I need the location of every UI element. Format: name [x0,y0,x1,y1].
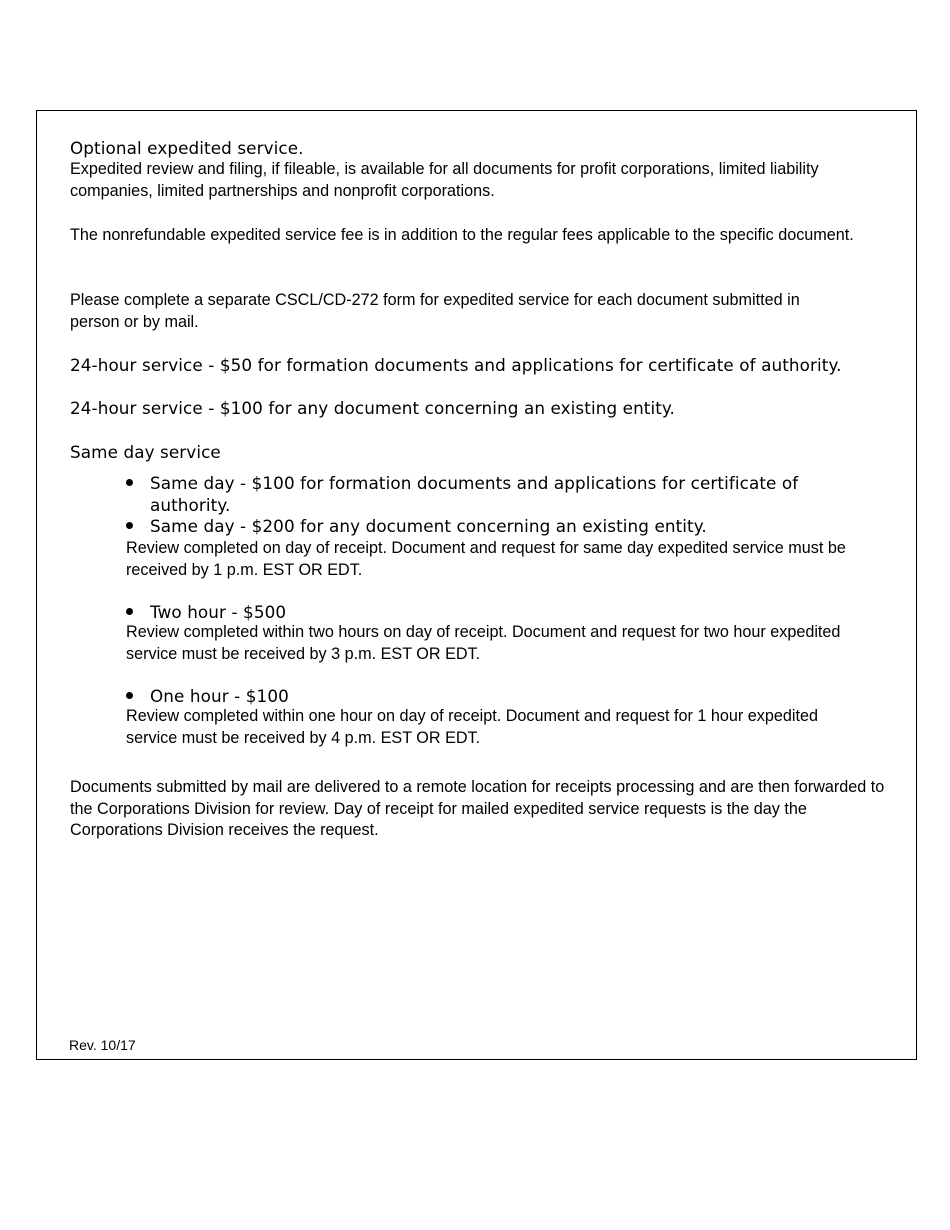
same-day-item-existing [126,515,866,537]
form-note-paragraph: Please complete a separate CSCL/CD-272 form for expedited service for each document submitted in person or by mail. [70,291,800,331]
same-day-item-text: Same day - $200 for any document concerning an existing entity. [150,516,707,536]
bullet-icon [126,692,133,699]
service-24h-formation: 24-hour service - $50 for formation documents and applications for certificate of authority. [70,355,842,375]
same-day-title: Same day service [70,442,221,462]
two-hour-note: Review completed within two hours on day of receipt. Document and request for two hour expedited service must be received by 3 p.m. EST OR EDT. [126,623,841,663]
section-heading: Optional expedited service. [70,138,304,158]
same-day-note: Review completed on day of receipt. Document and request for same day expedited service must be received by 1 p.m. EST OR EDT. [126,539,846,579]
mail-note-paragraph: Documents submitted by mail are delivered to a remote location for receipts processing and are then forwarded to the Corporations Division for review. Day of receipt for mailed expedited service requests is the day the Corporations Division receives the request. [70,778,885,839]
intro-paragraph: Expedited review and filing, if fileable, is available for all documents for profit corporations, limited liability companies, limited partnerships and nonprofit corporations. [70,160,819,200]
same-day-item-text: Same day - $100 for formation documents and applications for certificate of authority. [150,473,799,515]
two-hour-label: Two hour - $500 [150,602,287,622]
form-border [36,110,917,1060]
service-24h-existing: 24-hour service - $100 for any document concerning an existing entity. [70,398,675,418]
one-hour-note: Review completed within one hour on day of receipt. Document and request for 1 hour expedited service must be received by 4 p.m. EST OR EDT. [126,707,818,747]
two-hour-item [126,601,866,623]
bullet-icon [126,522,133,529]
fee-note-paragraph: The nonrefundable expedited service fee is in addition to the regular fees applicable to the specific document. [70,226,854,244]
bullet-icon [126,479,133,486]
bullet-icon [126,608,133,615]
same-day-item-formation [126,472,866,516]
revision-label: Rev. 10/17 [69,1037,136,1053]
one-hour-item [126,685,866,707]
one-hour-label: One hour - $100 [150,686,289,706]
